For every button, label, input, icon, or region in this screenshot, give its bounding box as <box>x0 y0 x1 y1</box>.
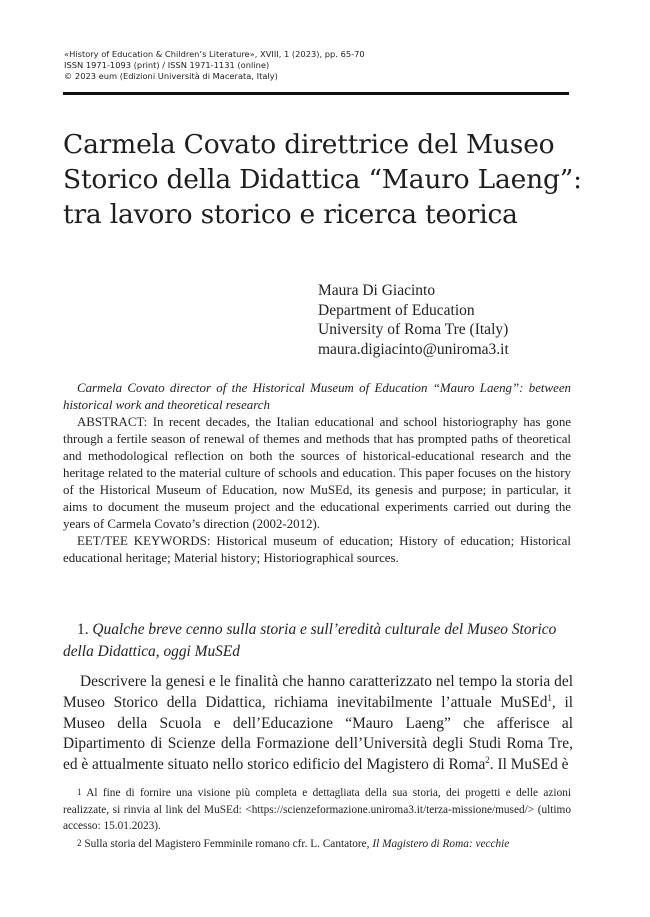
article-title <box>63 127 583 232</box>
footnote-ref-1[interactable]: 1 <box>547 692 552 703</box>
author-email[interactable]: maura.digiacinto@uniroma3.it <box>318 340 509 358</box>
title-line-3: tra lavoro storico e ricerca teorica <box>63 199 518 230</box>
body-text <box>63 672 573 776</box>
footnote-1-text: Al fine di fornire una visione più completa e dettagliata della sua storia, dei progetti e delle azioni realizzate, si rinvia al link del MuSEd: <https://scienzeformazione.uniroma3.it/terza-missione/mused/> (ultimo accesso: 15.01.2023). <box>63 787 572 832</box>
english-title: Carmela Covato director of the Historical Museum of Education “Mauro Laeng”: between historical work and theoretical research <box>63 381 571 412</box>
journal-issn: ISSN 1971-1093 (print) / ISSN 1971-1131 (online) <box>64 60 270 70</box>
body-part-2: , il Museo della Scuola e dell’Educazione “Mauro Laeng” che afferisce al Dipartimento di Scienze della Formazione dell’Università degli Studi Roma Tre, ed è attualmente situato nello storico edificio del Magistero di Roma <box>63 693 573 774</box>
section-number: 1. <box>77 621 89 638</box>
body-part-1: Descrivere la genesi e le finalità che hanno caratterizzato nel tempo la storia del Museo Storico della Didattica, richiama inevitabilmente l’attuale MuSEd <box>63 673 573 711</box>
footnote-1 <box>63 784 571 835</box>
footnote-ref-2[interactable]: 2 <box>485 755 490 766</box>
section-heading <box>63 619 573 663</box>
author-department: Department of Education <box>318 301 475 319</box>
abstract-block <box>63 380 571 567</box>
body-part-3: . Il MuSEd è <box>489 756 569 774</box>
footnote-2-text: Sulla storia del Magistero Femminile romano cfr. L. Cantatore, <box>84 837 370 850</box>
footnote-2 <box>63 835 571 853</box>
title-line-2: Storico della Didattica “Mauro Laeng”: <box>63 164 582 195</box>
author-block <box>318 281 509 359</box>
footnotes <box>63 784 571 852</box>
journal-copyright: © 2023 eum (Edizioni Università di Macerata, Italy) <box>64 71 278 81</box>
body-paragraph <box>63 672 573 776</box>
footnote-2-italic: Il Magistero di Roma: vecchie <box>372 837 510 850</box>
section-title: Qualche breve cenno sulla storia e sull’eredità culturale del Museo Storico della Didattica, oggi MuSEd <box>63 621 557 660</box>
journal-header <box>64 49 365 82</box>
footnote-2-number: 2 <box>77 837 82 848</box>
author-university: University of Roma Tre (Italy) <box>318 321 509 338</box>
header-rule <box>63 92 569 95</box>
abstract-text: ABSTRACT: In recent decades, the Italian educational and school historiography has gone through a fertile season of renewal of themes and methods that has prompted paths of theoretical and methodological reflection on both the sources of historical-educational research and the heritage related to the material culture of schools and education. This paper focuses on the history of the Historical Museum of Education, now MuSEd, its genesis and purpose; in particular, it aims to document the museum project and the educational experiments carried out during the years of Carmela Covato’s direction (2002-2012). <box>63 415 571 531</box>
keywords: EET/TEE KEYWORDS: Historical museum of education; History of education; Historical educational heritage; Material history; Historiographical sources. <box>63 534 571 565</box>
journal-citation: «History of Education & Children’s Literature», XVIII, 1 (2023), pp. 65-70 <box>64 49 365 59</box>
author-name: Maura Di Giacinto <box>318 282 436 299</box>
title-line-1: Carmela Covato direttrice del Museo <box>63 129 555 160</box>
footnote-1-number: 1 <box>77 787 82 797</box>
